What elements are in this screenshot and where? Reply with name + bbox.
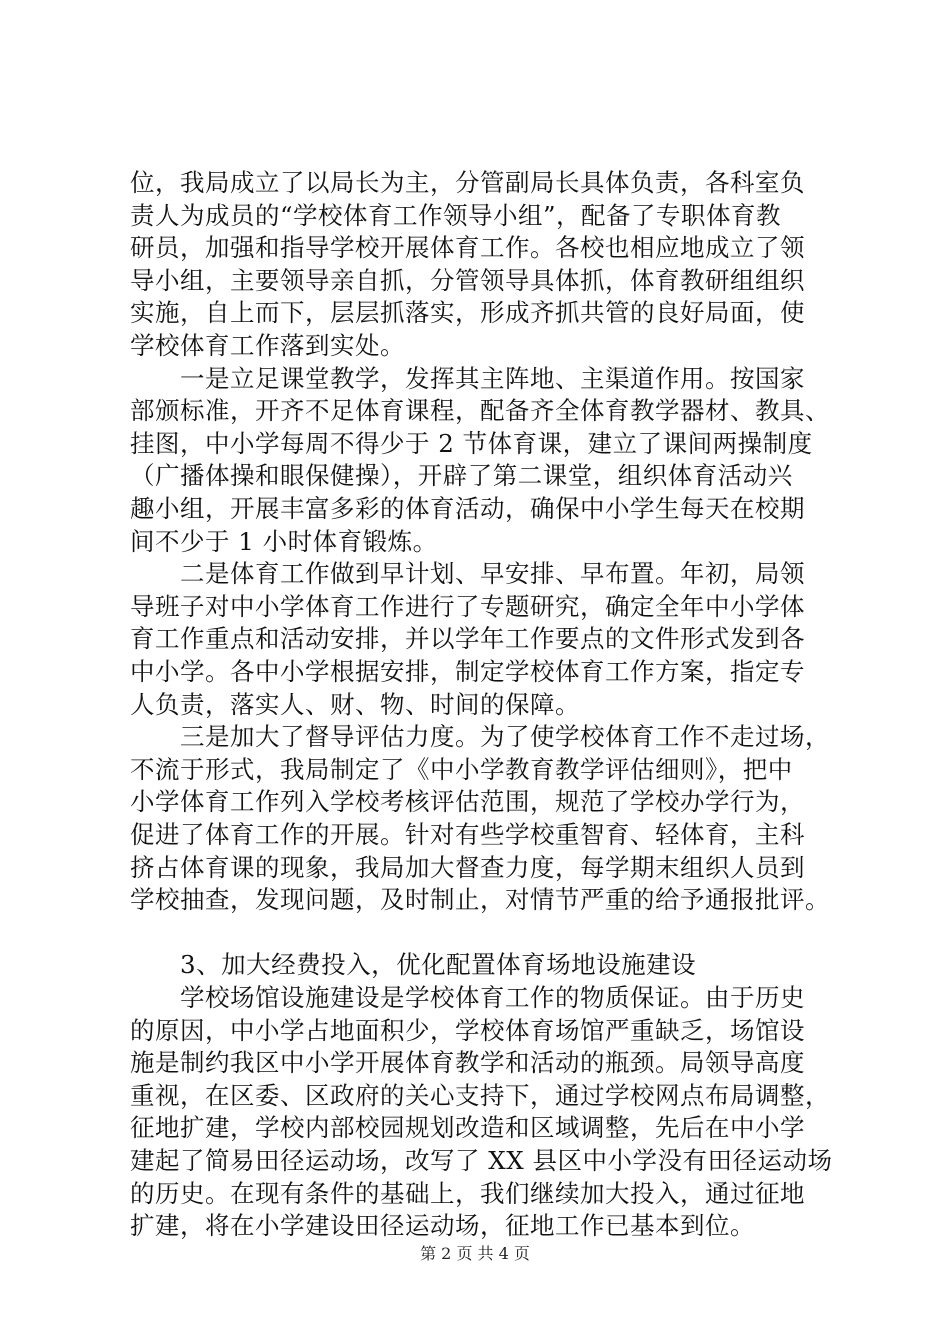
text-line: 间不少于 1 小时体育锻炼。 [130, 526, 438, 556]
text-line: 实施，自上而下，层层抓落实，形成齐抓共管的良好局面，使 [130, 298, 805, 328]
text-line: 挤占体育课的现象，我局加大督查力度，每学期末组织人员到 [130, 852, 805, 882]
text-line: 导班子对中小学体育工作进行了专题研究，确定全年中小学体 [130, 591, 805, 621]
text-line: 一是立足课堂教学，发挥其主阵地、主渠道作用。按国家 [130, 363, 805, 393]
text-line: 建起了简易田径运动场，改写了 XX 县区中小学没有田径运动场 [130, 1146, 833, 1175]
text-line: 学校场馆设施建设是学校体育工作的物质保证。由于历史 [130, 983, 805, 1012]
text-line: 重视，在区委、区政府的关心支持下，通过学校网点布局调整， [130, 1080, 830, 1110]
text-line: 促进了体育工作的开展。针对有些学校重智育、轻体育，主科 [130, 820, 805, 849]
text-line: 的历史。在现有条件的基础上，我们继续加大投入，通过征地 [130, 1178, 805, 1208]
text-line: 人负责，落实人、财、物、时间的保障。 [130, 689, 580, 719]
page-footer: 第 2 页 共 4 页 [420, 1244, 530, 1263]
text-line: 部颁标准，开齐不足体育课程，配备齐全体育教学器材、教具、 [130, 396, 830, 426]
text-line: 挂图，中小学每周不得少于 2 节体育课，建立了课间两操制度 [130, 428, 813, 458]
text-line: 责人为成员的“学校体育工作领导小组”，配备了专职体育教 [130, 200, 782, 230]
text-line: 育工作重点和活动安排，并以学年工作要点的文件形式发到各 [130, 624, 805, 654]
text-line: 导小组，主要领导亲自抓，分管领导具体抓，体育教研组组织 [130, 265, 805, 295]
text-line: 不流于形式，我局制定了《中小学教育教学评估细则》，把中 [130, 754, 793, 784]
text-line: （广播体操和眼保健操），开辟了第二课堂，组织体育活动兴 [130, 461, 793, 491]
text-line: 3、加大经费投入，优化配置体育场地设施建设 [130, 950, 697, 980]
text-line: 中小学。各中小学根据安排，制定学校体育工作方案，指定专 [130, 657, 805, 686]
text-line: 趣小组，开展丰富多彩的体育活动，确保中小学生每天在校期 [130, 494, 805, 523]
text-line: 施是制约我区中小学开展体育教学和活动的瓶颈。局领导高度 [130, 1048, 805, 1078]
text-line: 研员，加强和指导学校开展体育工作。各校也相应地成立了领 [130, 233, 805, 263]
text-line: 的原因，中小学占地面积少，学校体育场馆严重缺乏，场馆设 [130, 1015, 805, 1045]
text-line: 二是体育工作做到早计划、早安排、早布置。年初，局领 [130, 559, 805, 589]
text-line: 扩建，将在小学建设田径运动场，征地工作已基本到位。 [130, 1211, 755, 1241]
text-line: 三是加大了督导评估力度。为了使学校体育工作不走过场， [130, 722, 830, 752]
text-line: 学校抽查，发现问题，及时制止，对情节严重的给予通报批评。 [130, 885, 830, 915]
text-line: 小学体育工作列入学校考核评估范围，规范了学校办学行为， [130, 787, 805, 817]
text-line: 征地扩建，学校内部校园规划改造和区域调整，先后在中小学 [130, 1113, 805, 1143]
text-line [130, 918, 840, 950]
text-line: 学校体育工作落到实处。 [130, 331, 405, 360]
text-line: 位，我局成立了以局长为主，分管副局长具体负责，各科室负 [130, 168, 805, 197]
